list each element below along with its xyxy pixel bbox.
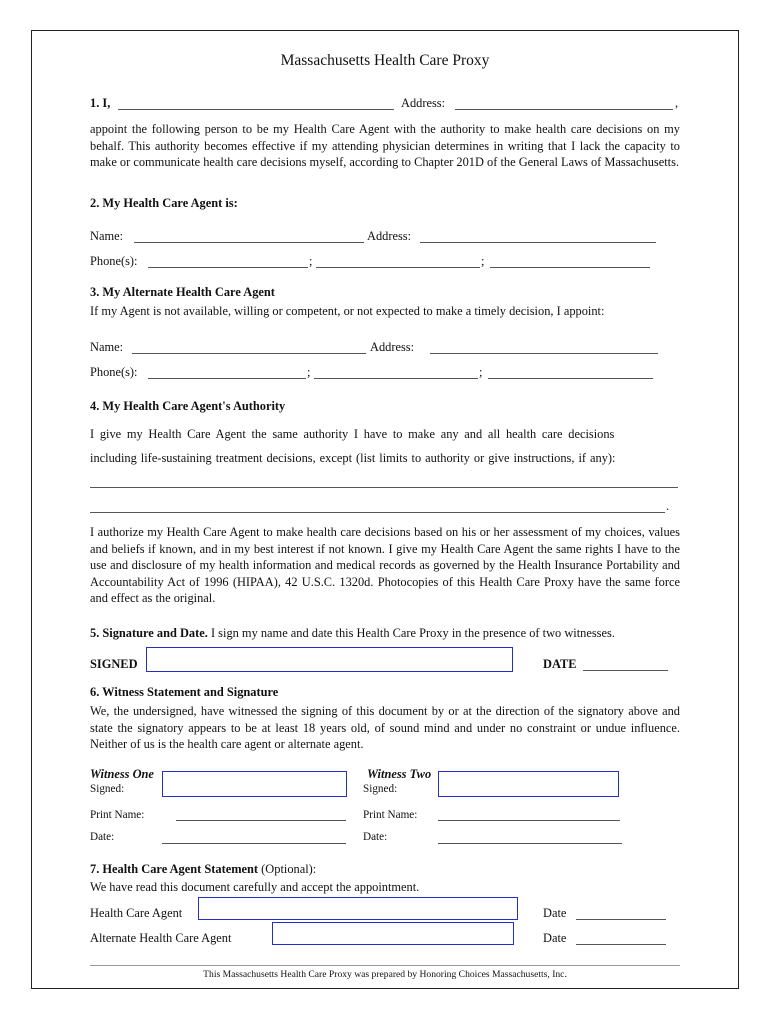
principal-address-label: Address: (401, 96, 446, 110)
agent-phone-label: Phone(s): (90, 254, 138, 268)
alternate-statement-label: Alternate Health Care Agent (90, 931, 232, 945)
section-7-line (90, 862, 316, 877)
footer-divider (90, 965, 680, 966)
section-4-line-2: including life-sustaining treatment decisions, except (list limits to authority or give instructions, if any): (90, 451, 616, 465)
witness-two-print-name-label: Print Name: (363, 809, 418, 821)
section-6-heading: 6. Witness Statement and Signature (90, 685, 279, 699)
date-label: DATE (543, 657, 577, 671)
witness-one-print-name-line[interactable] (176, 820, 346, 821)
witness-one-signed-label: Signed: (90, 783, 125, 795)
agent-name-line[interactable] (134, 242, 364, 243)
alternate-name-label: Name: (90, 340, 124, 354)
section-7-optional: (Optional): (261, 862, 317, 876)
alternate-phone-line-1[interactable] (148, 378, 306, 379)
limits-line-2[interactable] (90, 512, 665, 513)
witness-one-date-line[interactable] (162, 843, 346, 844)
principal-date-line[interactable] (583, 670, 668, 671)
section-1-number: 1. I, (90, 96, 111, 110)
section-7-heading: 7. Health Care Agent Statement (90, 862, 259, 876)
principal-address-line[interactable] (455, 109, 673, 110)
witness-one-label: Witness One (90, 767, 154, 781)
alternate-phone-sep-2: ; (479, 365, 483, 379)
section-2-heading: 2. My Health Care Agent is: (90, 196, 238, 210)
alternate-phone-label: Phone(s): (90, 365, 138, 379)
alternate-address-label: Address: (370, 340, 415, 354)
agent-statement-date-line[interactable] (576, 919, 666, 920)
agent-phone-line-3[interactable] (490, 267, 650, 268)
alternate-address-line[interactable] (430, 353, 658, 354)
witness-one-date-label: Date: (90, 831, 115, 843)
witness-two-signature-field[interactable] (438, 771, 619, 797)
address-comma: , (675, 96, 679, 110)
section-6-paragraph: We, the undersigned, have witnessed the signing of this document by or at the direction of the signatory above and state the signatory appears to be at least 18 years old, of sound mind and under no constraint or undue influence. Neither of us is the health care agent or alternate agent. (90, 704, 680, 751)
section-5-line (90, 626, 615, 641)
witness-one-print-name-label: Print Name: (90, 809, 145, 821)
agent-phone-line-2[interactable] (316, 267, 480, 268)
witness-two-date-label: Date: (363, 831, 388, 843)
agent-phone-sep-2: ; (481, 254, 485, 268)
alternate-phone-line-2[interactable] (314, 378, 478, 379)
agent-phone-line-1[interactable] (148, 267, 308, 268)
agent-statement-date-label: Date (543, 906, 567, 920)
section-1-paragraph: appoint the following person to be my Health Care Agent with the authority to make health care decisions on my behalf. This authority becomes effective if my attending physician determines in writing that I lack the capacity to make or communicate health care decisions myself, according to Chapter 201D of the General Laws of Massachusetts. (90, 122, 680, 169)
section-4-paragraph: I authorize my Health Care Agent to make health care decisions based on his or her assessment of my choices, values and beliefs if known, and in my best interest if not known. I give my Health Care Agent the same rights I have to the use and disclosure of my health information and medical records as governed by the Health Insurance Portability and Accountability Act of 1996 (HIPAA), 42 U.S.C. 1320d. Photocopies of this Health Care Proxy have the same force and effect as the original. (90, 525, 680, 605)
alternate-phone-line-3[interactable] (488, 378, 653, 379)
section-5-heading: 5. Signature and Date. (90, 626, 208, 640)
limits-line-1[interactable] (90, 487, 678, 488)
section-3-text: If my Agent is not available, willing or competent, or not expected to make a timely decision, I appoint: (90, 304, 605, 318)
witness-one-signature-field[interactable] (162, 771, 347, 797)
witness-two-signed-label: Signed: (363, 783, 398, 795)
section-5-text: I sign my name and date this Health Care Proxy in the presence of two witnesses. (210, 626, 615, 640)
footer-text: This Massachusetts Health Care Proxy was prepared by Honoring Choices Massachusetts, Inc. (203, 969, 567, 980)
page-border (31, 30, 739, 989)
alternate-statement-date-line[interactable] (576, 944, 666, 945)
section-4-heading: 4. My Health Care Agent's Authority (90, 399, 286, 413)
witness-two-label: Witness Two (367, 767, 432, 781)
alternate-name-line[interactable] (132, 353, 366, 354)
witness-two-date-line[interactable] (438, 843, 622, 844)
principal-name-line[interactable] (118, 109, 394, 110)
agent-statement-signature-field[interactable] (198, 897, 518, 920)
agent-name-label: Name: (90, 229, 124, 243)
signed-label: SIGNED (90, 657, 138, 671)
agent-statement-label: Health Care Agent (90, 906, 183, 920)
agent-address-line[interactable] (420, 242, 656, 243)
section-3-heading: 3. My Alternate Health Care Agent (90, 285, 275, 299)
alternate-statement-signature-field[interactable] (272, 922, 514, 945)
alternate-phone-sep-1: ; (307, 365, 311, 379)
page-title: Massachusetts Health Care Proxy (280, 52, 490, 69)
agent-address-label: Address: (367, 229, 412, 243)
section-4-line-1: I give my Health Care Agent the same authority I have to make any and all health care decisions (90, 427, 615, 441)
witness-two-print-name-line[interactable] (438, 820, 620, 821)
agent-phone-sep-1: ; (309, 254, 313, 268)
alternate-statement-date-label: Date (543, 931, 567, 945)
section-7-text: We have read this document carefully and accept the appointment. (90, 880, 420, 894)
limits-period: . (666, 499, 670, 513)
principal-signature-field[interactable] (146, 647, 513, 672)
